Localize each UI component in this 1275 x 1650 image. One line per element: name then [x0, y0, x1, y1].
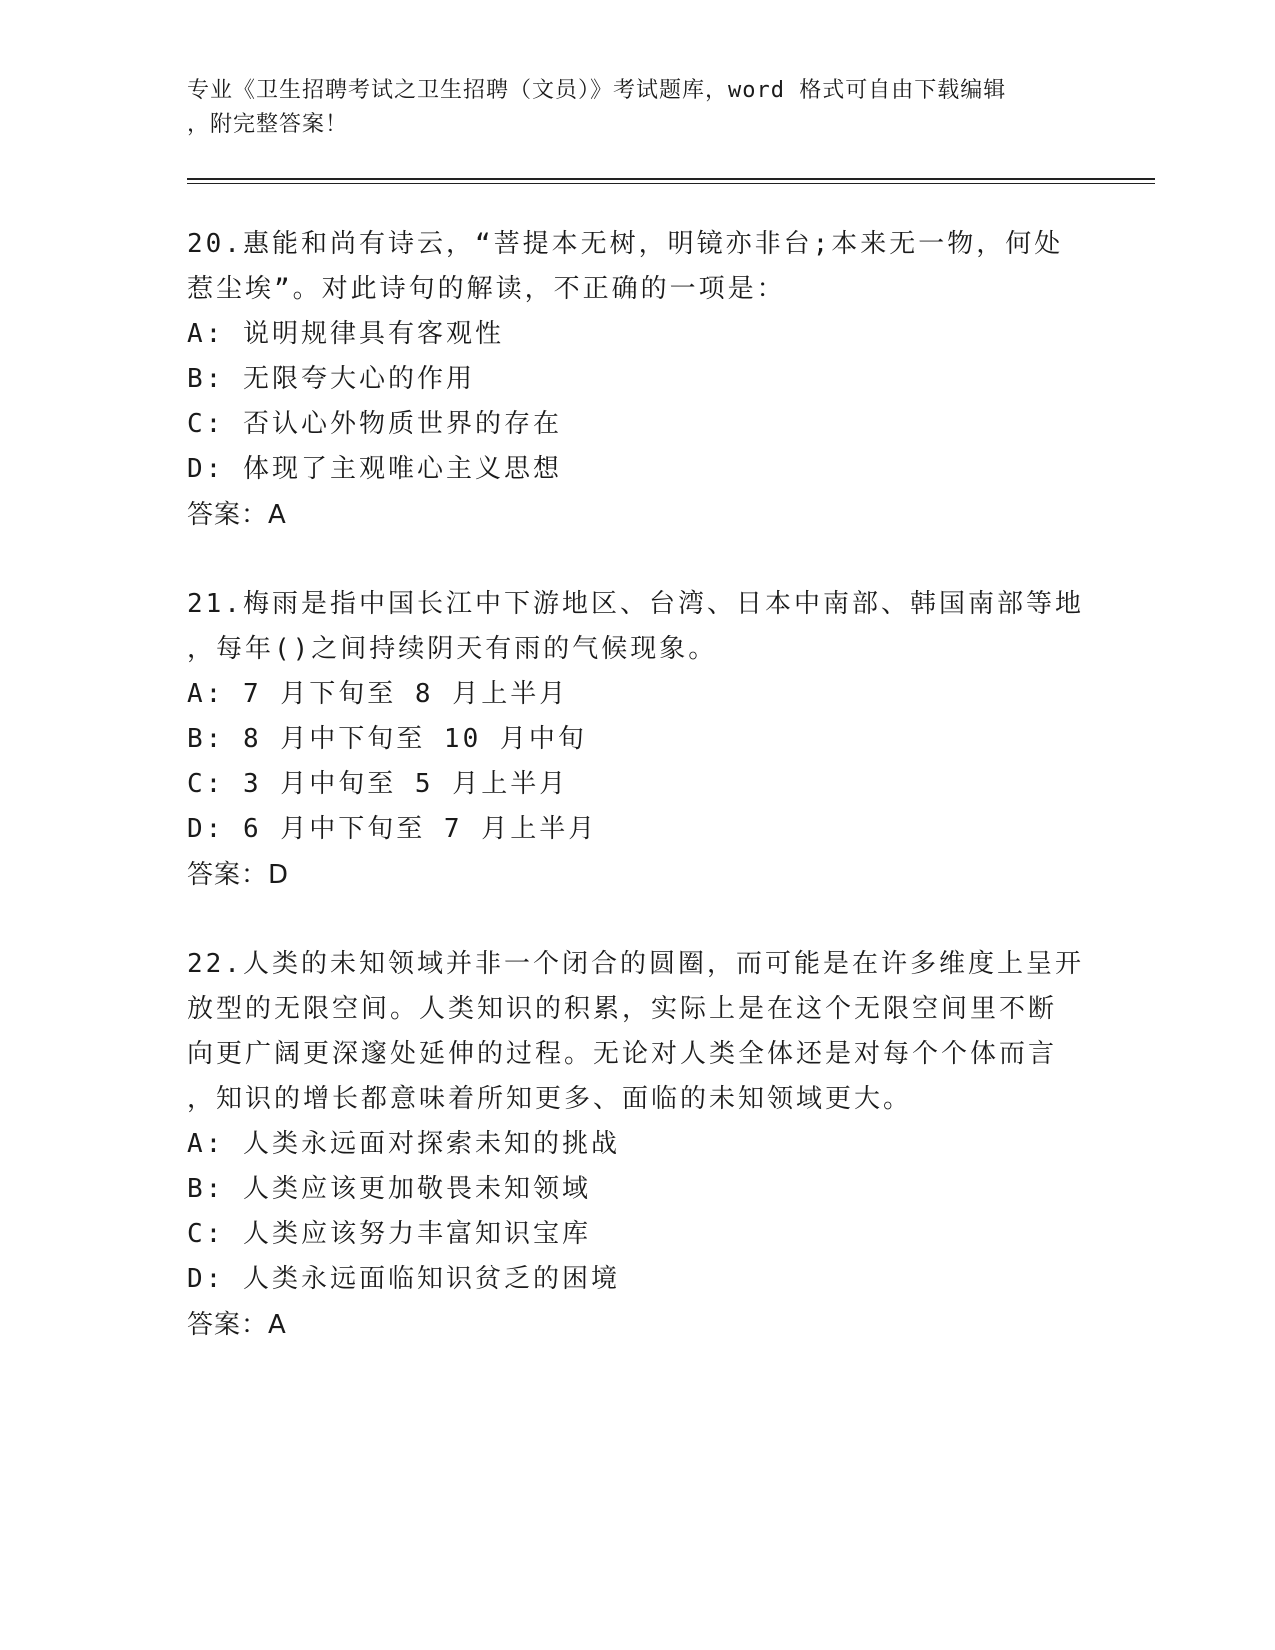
option-c: C: 3 月中旬至 5 月上半月	[187, 769, 569, 799]
option-a: A: 说明规律具有客观性	[187, 319, 504, 349]
question-text: ，每年()之间持续阴天有雨的气候现象。	[187, 634, 718, 664]
option-c: C: 否认心外物质世界的存在	[187, 409, 562, 439]
option-d: D: 6 月中下旬至 7 月上半月	[187, 814, 598, 844]
option-a: A: 人类永远面对探索未知的挑战	[187, 1129, 620, 1159]
option-b: B: 无限夸大心的作用	[187, 364, 475, 394]
answer: 答案：A	[187, 1310, 287, 1340]
question-text: 放型的无限空间。人类知识的积累，实际上是在这个无限空间里不断	[187, 994, 1058, 1024]
header-divider	[187, 183, 1155, 184]
question-text: ，知识的增长都意味着所知更多、面临的未知领域更大。	[187, 1084, 913, 1114]
document-header	[187, 74, 1087, 142]
option-b: B: 8 月中下旬至 10 月中旬	[187, 724, 587, 754]
question-20	[187, 222, 1087, 538]
header-line: ，附完整答案！	[187, 112, 349, 137]
option-a: A: 7 月下旬至 8 月上半月	[187, 679, 569, 709]
header-line: 专业《卫生招聘考试之卫生招聘（文员）》考试题库，word 格式可自由下载编辑	[187, 78, 1007, 103]
option-d: D: 人类永远面临知识贫乏的困境	[187, 1264, 620, 1294]
question-text: 21.梅雨是指中国长江中下游地区、台湾、日本中南部、韩国南部等地	[187, 589, 1084, 619]
option-b: B: 人类应该更加敬畏未知领域	[187, 1174, 591, 1204]
header-divider	[187, 178, 1155, 180]
answer: 答案：D	[187, 860, 290, 890]
question-text: 22.人类的未知领域并非一个闭合的圆圈，而可能是在许多维度上呈开	[187, 949, 1084, 979]
question-22	[187, 942, 1087, 1348]
question-text: 20.惠能和尚有诗云，“菩提本无树，明镜亦非台;本来无一物，何处	[187, 229, 1064, 259]
question-text: 惹尘埃”。对此诗句的解读，不正确的一项是：	[187, 274, 786, 304]
question-text: 向更广阔更深邃处延伸的过程。无论对人类全体还是对每个个体而言	[187, 1039, 1058, 1069]
question-21	[187, 582, 1087, 898]
answer: 答案：A	[187, 500, 287, 530]
option-d: D: 体现了主观唯心主义思想	[187, 454, 562, 484]
option-c: C: 人类应该努力丰富知识宝库	[187, 1219, 591, 1249]
